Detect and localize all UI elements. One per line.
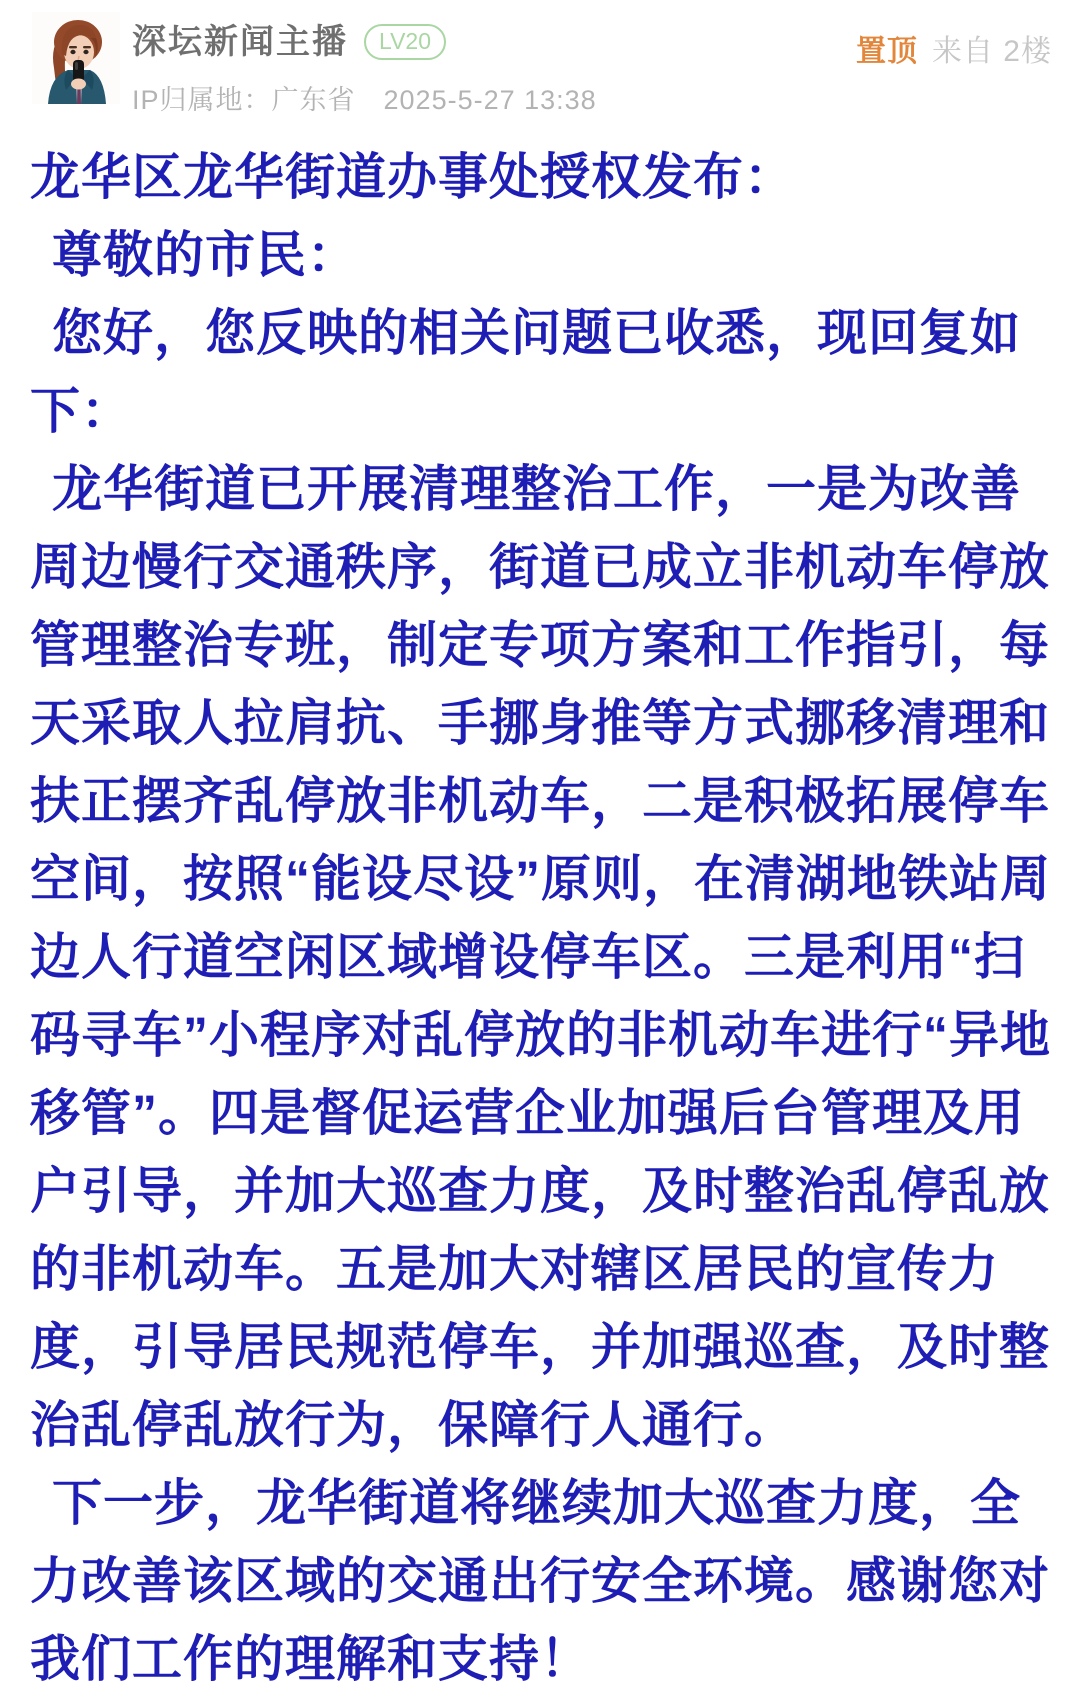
pinned-badge: 置顶 (855, 35, 918, 68)
post-body (0, 120, 1080, 1698)
post-paragraph: 尊敬的市民： (52, 227, 358, 283)
post-paragraph: 下一步，龙华街道将继续加大巡查力度，全力改善该区域的交通出行安全环境。感谢您对我们工作的理解和支持！ (30, 1475, 1050, 1687)
post-header (0, 0, 1080, 120)
floor-label[interactable]: 来自 2楼 (931, 35, 1052, 68)
post-paragraph: 龙华区龙华街道办事处授权发布： (30, 149, 795, 205)
ip-location: IP归属地：广东省 (132, 85, 356, 115)
meta-row (132, 78, 1052, 117)
username[interactable]: 深坛新闻主播 (132, 23, 348, 61)
timestamp: 2025-5-27 13:38 (383, 85, 597, 115)
level-badge: LV20 (364, 24, 446, 60)
post-paragraph: 龙华街道已开展清理整治工作，一是为改善周边慢行交通秩序，街道已成立非机动车停放管理整治专班，制定专项方案和工作指引，每天采取人拉肩抗、手挪身推等方式挪移清理和扶正摆齐乱停放非机动车，二是积极拓展停车空间，按照“能设尽设”原则，在清湖地铁站周边人行道空闲区域增设停车区。三是利用“扫码寻车”小程序对乱停放的非机动车进行“异地移管”。四是督促运营企业加强后台管理及用户引导，并加大巡查力度，及时整治乱停乱放的非机动车。五是加大对辖区居民的宣传力度，引导居民规范停车，并加强巡查，及时整治乱停乱放行为，保障行人通行。 (30, 461, 1051, 1453)
header-right (856, 26, 1052, 70)
avatar-image (32, 12, 120, 104)
avatar[interactable] (32, 12, 120, 104)
post-paragraph: 您好，您反映的相关问题已收悉，现回复如下： (30, 305, 1021, 439)
